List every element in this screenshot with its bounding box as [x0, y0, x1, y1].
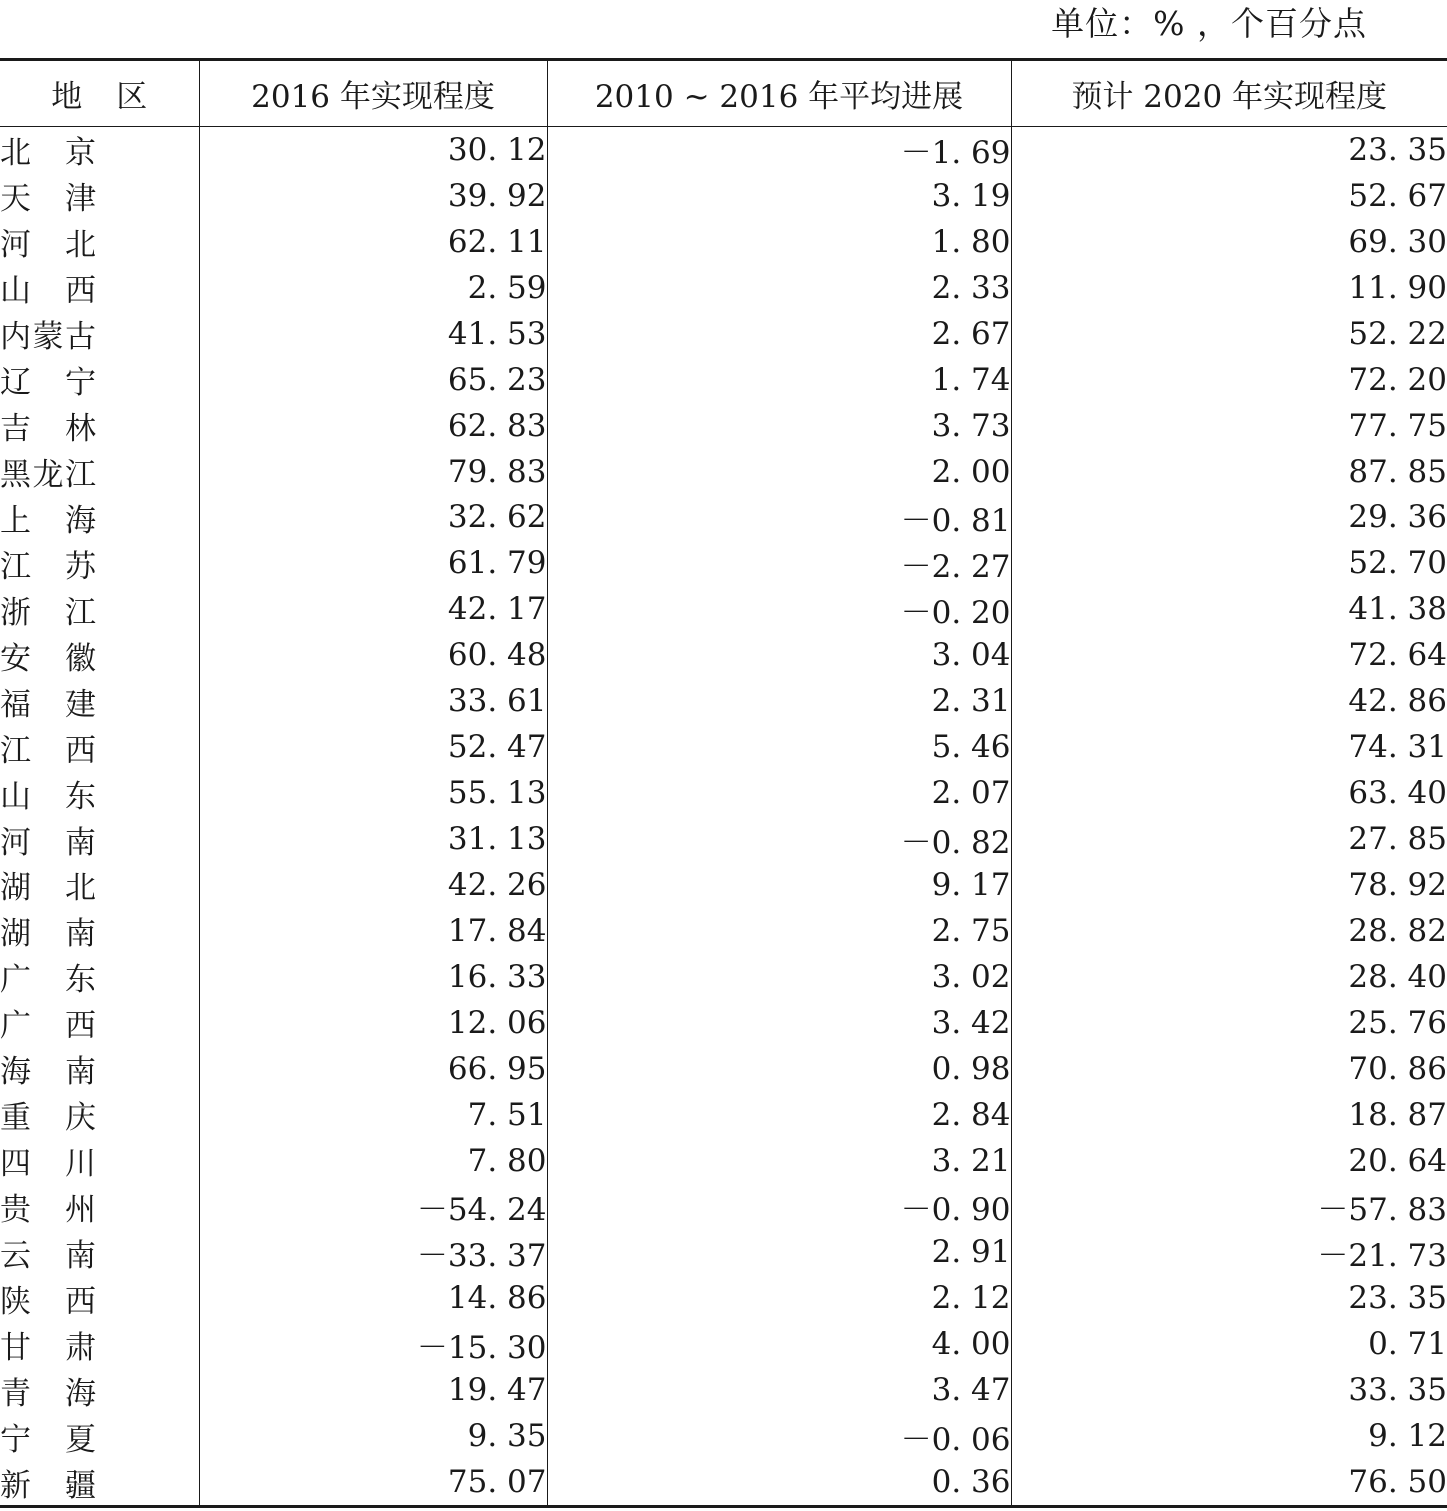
achievement-2016-cell: 31. 13 — [199, 816, 547, 862]
region-char: 龙 — [32, 457, 64, 494]
region-cell — [0, 1230, 199, 1276]
header-region-char: 地 — [51, 79, 83, 115]
region-char: 江 — [0, 732, 31, 769]
forecast-2020-cell: 52. 22 — [1348, 315, 1447, 352]
region-cell — [0, 540, 199, 586]
table-row — [0, 1092, 1447, 1138]
region-char: 安 — [0, 640, 31, 677]
region-char: 山 — [0, 778, 31, 815]
average-progress-cell: 2. 33 — [547, 265, 1011, 311]
achievement-2016-cell: 7. 51 — [199, 1092, 547, 1138]
average-progress-cell: 1. 74 — [547, 357, 1011, 403]
achievement-2016-cell: 60. 48 — [199, 632, 547, 678]
region-char: 湖 — [0, 916, 31, 953]
forecast-2020-cell: 52. 70 — [1348, 545, 1447, 582]
region-char: 南 — [65, 1237, 96, 1274]
table-row — [0, 1138, 1447, 1184]
region-cell — [0, 495, 199, 541]
region-char: 东 — [65, 778, 96, 815]
forecast-2020-cell: 23. 35 — [1348, 1280, 1447, 1317]
region-char: 吉 — [0, 411, 31, 448]
region-char: 庆 — [65, 1100, 96, 1137]
table-row — [0, 724, 1447, 770]
region-char: 陕 — [0, 1283, 31, 1320]
region-char: 重 — [0, 1100, 31, 1137]
forecast-2020-cell: 29. 36 — [1348, 499, 1447, 536]
region-char: 津 — [65, 181, 96, 218]
region-char: 上 — [0, 502, 31, 539]
table-row — [0, 678, 1447, 724]
achievement-2016-cell: 32. 62 — [199, 495, 547, 541]
achievement-2016-cell: －33. 37 — [199, 1230, 547, 1276]
average-progress-cell: 5. 46 — [547, 724, 1011, 770]
achievement-2016-cell: 66. 95 — [199, 1046, 547, 1092]
region-char: 广 — [0, 1008, 31, 1045]
region-char: 山 — [0, 273, 31, 310]
forecast-2020-cell: 77. 75 — [1348, 407, 1447, 444]
forecast-2020-cell: 76. 50 — [1348, 1464, 1447, 1501]
table-row — [0, 1275, 1447, 1321]
forecast-2020-cell: 25. 76 — [1348, 1004, 1447, 1041]
table-row — [0, 586, 1447, 632]
region-char: 云 — [0, 1237, 31, 1274]
table-row — [0, 265, 1447, 311]
table-row — [0, 1367, 1447, 1413]
average-progress-cell: 0. 98 — [547, 1046, 1011, 1092]
forecast-2020-cell: 33. 35 — [1348, 1372, 1447, 1409]
region-char: 江 — [65, 457, 96, 494]
header-row — [0, 60, 1447, 127]
region-cell — [0, 1459, 199, 1506]
table-row — [0, 770, 1447, 816]
forecast-2020-cell: 9. 12 — [1368, 1418, 1447, 1455]
region-char: 京 — [65, 135, 96, 172]
region-char: 广 — [0, 962, 31, 999]
region-char: 浙 — [0, 594, 31, 631]
forecast-2020-cell: 20. 64 — [1348, 1142, 1447, 1179]
table-row — [0, 954, 1447, 1000]
region-char: 宁 — [0, 1421, 31, 1458]
region-cell — [0, 403, 199, 449]
table-row — [0, 816, 1447, 862]
table-row — [0, 1184, 1447, 1230]
region-cell — [0, 1000, 199, 1046]
region-char: 徽 — [65, 640, 96, 677]
region-char: 南 — [65, 824, 96, 861]
average-progress-cell: 2. 75 — [547, 908, 1011, 954]
achievement-2016-cell: 42. 26 — [199, 862, 547, 908]
forecast-2020-cell: －57. 83 — [1317, 1192, 1447, 1229]
forecast-2020-cell: 27. 85 — [1348, 821, 1447, 858]
achievement-2016-cell: 33. 61 — [199, 678, 547, 724]
average-progress-cell: －1. 69 — [547, 127, 1011, 173]
average-progress-cell: 2. 67 — [547, 311, 1011, 357]
region-char: 四 — [0, 1146, 31, 1183]
average-progress-cell: 2. 12 — [547, 1275, 1011, 1321]
region-char: 西 — [65, 732, 96, 769]
achievement-2016-cell: －15. 30 — [199, 1321, 547, 1367]
forecast-2020-cell: －21. 73 — [1317, 1237, 1447, 1274]
achievement-2016-cell: 2. 59 — [199, 265, 547, 311]
region-char: 林 — [65, 411, 96, 448]
region-char: 蒙 — [32, 319, 64, 356]
region-char: 苏 — [65, 548, 96, 585]
achievement-2016-cell: 61. 79 — [199, 540, 547, 586]
region-cell — [0, 265, 199, 311]
table-header — [0, 60, 1447, 127]
header-region — [0, 60, 199, 127]
region-char: 海 — [65, 1375, 96, 1412]
region-cell — [0, 1138, 199, 1184]
region-char: 宁 — [65, 365, 96, 402]
forecast-2020-cell: 78. 92 — [1348, 866, 1447, 903]
region-char: 疆 — [65, 1467, 96, 1504]
achievement-2016-cell: 30. 12 — [199, 127, 547, 173]
table-row — [0, 1413, 1447, 1459]
table-row — [0, 1459, 1447, 1506]
achievement-2016-cell: 12. 06 — [199, 1000, 547, 1046]
region-cell — [0, 311, 199, 357]
region-char: 天 — [0, 181, 31, 218]
table-row — [0, 862, 1447, 908]
average-progress-cell: 3. 47 — [547, 1367, 1011, 1413]
forecast-2020-cell: 18. 87 — [1348, 1096, 1447, 1133]
average-progress-cell: 2. 31 — [547, 678, 1011, 724]
region-char: 川 — [65, 1146, 96, 1183]
region-char: 南 — [65, 1054, 96, 1091]
region-char: 江 — [65, 594, 96, 631]
region-cell — [0, 1092, 199, 1138]
region-char: 肃 — [65, 1329, 96, 1366]
forecast-2020-cell: 72. 64 — [1348, 637, 1447, 674]
region-cell — [0, 127, 199, 173]
region-char: 西 — [65, 273, 96, 310]
table-body — [0, 127, 1447, 1507]
average-progress-cell: 2. 00 — [547, 449, 1011, 495]
region-char: 黑 — [0, 457, 31, 494]
table-row — [0, 449, 1447, 495]
average-progress-cell: －0. 82 — [547, 816, 1011, 862]
region-char: 江 — [0, 548, 31, 585]
region-char: 建 — [65, 686, 96, 723]
achievement-2016-cell: 79. 83 — [199, 449, 547, 495]
region-char: 河 — [0, 227, 31, 264]
average-progress-cell: 4. 00 — [547, 1321, 1011, 1367]
header-2016-achievement: 2016 年实现程度 — [199, 60, 547, 127]
average-progress-cell: 2. 07 — [547, 770, 1011, 816]
region-cell — [0, 1046, 199, 1092]
region-char: 古 — [65, 319, 96, 356]
region-cell — [0, 173, 199, 219]
region-cell — [0, 678, 199, 724]
achievement-2016-cell: 19. 47 — [199, 1367, 547, 1413]
region-char: 内 — [0, 319, 31, 356]
forecast-2020-cell: 74. 31 — [1348, 729, 1447, 766]
forecast-2020-cell: 42. 86 — [1348, 683, 1447, 720]
achievement-2016-cell: 42. 17 — [199, 586, 547, 632]
table-row — [0, 1046, 1447, 1092]
region-cell — [0, 1413, 199, 1459]
table-row — [0, 632, 1447, 678]
region-cell — [0, 1275, 199, 1321]
region-char: 北 — [0, 135, 31, 172]
unit-note: 单位：% ，个百分点 — [1051, 4, 1367, 43]
region-cell — [0, 632, 199, 678]
forecast-2020-cell: 23. 35 — [1348, 131, 1447, 168]
achievement-2016-cell: 39. 92 — [199, 173, 547, 219]
region-cell — [0, 816, 199, 862]
achievement-2016-cell: 65. 23 — [199, 357, 547, 403]
average-progress-cell: －0. 90 — [547, 1184, 1011, 1230]
region-char: 州 — [65, 1192, 96, 1229]
region-cell — [0, 219, 199, 265]
average-progress-cell: 0. 36 — [547, 1459, 1011, 1506]
region-cell — [0, 357, 199, 403]
region-char: 河 — [0, 824, 31, 861]
average-progress-cell: 2. 91 — [547, 1230, 1011, 1276]
region-char: 湖 — [0, 870, 31, 907]
region-cell — [0, 908, 199, 954]
average-progress-cell: 9. 17 — [547, 862, 1011, 908]
table-row — [0, 219, 1447, 265]
region-char: 贵 — [0, 1192, 31, 1229]
region-cell — [0, 954, 199, 1000]
forecast-2020-cell: 52. 67 — [1348, 177, 1447, 214]
forecast-2020-cell: 70. 86 — [1348, 1050, 1447, 1087]
region-char: 甘 — [0, 1329, 31, 1366]
table-row — [0, 403, 1447, 449]
region-char: 北 — [65, 870, 96, 907]
average-progress-cell: 1. 80 — [547, 219, 1011, 265]
forecast-2020-cell: 87. 85 — [1348, 453, 1447, 490]
table-row — [0, 311, 1447, 357]
region-cell — [0, 724, 199, 770]
region-char: 夏 — [65, 1421, 96, 1458]
table-row — [0, 127, 1447, 173]
region-char: 西 — [65, 1283, 96, 1320]
average-progress-cell: －0. 20 — [547, 586, 1011, 632]
forecast-2020-cell: 69. 30 — [1348, 223, 1447, 260]
table-row — [0, 357, 1447, 403]
region-char: 青 — [0, 1375, 31, 1412]
table-row — [0, 540, 1447, 586]
average-progress-cell: －0. 06 — [547, 1413, 1011, 1459]
forecast-2020-cell: 28. 40 — [1348, 958, 1447, 995]
average-progress-cell: 3. 04 — [547, 632, 1011, 678]
achievement-2016-cell: 9. 35 — [199, 1413, 547, 1459]
average-progress-cell: 3. 42 — [547, 1000, 1011, 1046]
average-progress-cell: 3. 73 — [547, 403, 1011, 449]
region-cell — [0, 1321, 199, 1367]
table-row — [0, 495, 1447, 541]
table-row — [0, 908, 1447, 954]
region-char: 海 — [0, 1054, 31, 1091]
achievement-2016-cell: 62. 83 — [199, 403, 547, 449]
achievement-2016-cell: 52. 47 — [199, 724, 547, 770]
table-row — [0, 1000, 1447, 1046]
achievement-2016-cell: 14. 86 — [199, 1275, 547, 1321]
average-progress-cell: 2. 84 — [547, 1092, 1011, 1138]
achievement-2016-cell: 62. 11 — [199, 219, 547, 265]
region-cell — [0, 1367, 199, 1413]
achievement-2016-cell: 41. 53 — [199, 311, 547, 357]
header-region-char: 区 — [116, 79, 148, 115]
average-progress-cell: 3. 21 — [547, 1138, 1011, 1184]
forecast-2020-cell: 63. 40 — [1348, 775, 1447, 812]
average-progress-cell: －2. 27 — [547, 540, 1011, 586]
achievement-2016-cell: －54. 24 — [199, 1184, 547, 1230]
achievement-2016-cell: 55. 13 — [199, 770, 547, 816]
table-row — [0, 1230, 1447, 1276]
forecast-2020-cell: 28. 82 — [1348, 912, 1447, 949]
header-2020-forecast: 预计 2020 年实现程度 — [1011, 60, 1447, 127]
achievement-2016-cell: 7. 80 — [199, 1138, 547, 1184]
header-average-progress: 2010 ~ 2016 年平均进展 — [547, 60, 1011, 127]
region-char: 北 — [65, 227, 96, 264]
achievement-2016-cell: 17. 84 — [199, 908, 547, 954]
data-table — [0, 58, 1447, 1508]
average-progress-cell: －0. 81 — [547, 495, 1011, 541]
average-progress-cell: 3. 02 — [547, 954, 1011, 1000]
region-cell — [0, 862, 199, 908]
forecast-2020-cell: 11. 90 — [1348, 269, 1447, 306]
region-cell — [0, 1184, 199, 1230]
region-char: 福 — [0, 686, 31, 723]
table-row — [0, 173, 1447, 219]
table-row — [0, 1321, 1447, 1367]
achievement-2016-cell: 16. 33 — [199, 954, 547, 1000]
achievement-2016-cell: 75. 07 — [199, 1459, 547, 1506]
region-char: 海 — [65, 502, 96, 539]
forecast-2020-cell: 0. 71 — [1368, 1326, 1447, 1363]
forecast-2020-cell: 72. 20 — [1348, 361, 1447, 398]
average-progress-cell: 3. 19 — [547, 173, 1011, 219]
region-cell — [0, 770, 199, 816]
region-cell — [0, 586, 199, 632]
forecast-2020-cell: 41. 38 — [1348, 591, 1447, 628]
region-char: 东 — [65, 962, 96, 999]
region-char: 西 — [65, 1008, 96, 1045]
region-char: 南 — [65, 916, 96, 953]
region-char: 辽 — [0, 365, 31, 402]
region-char: 新 — [0, 1467, 31, 1504]
region-cell — [0, 449, 199, 495]
